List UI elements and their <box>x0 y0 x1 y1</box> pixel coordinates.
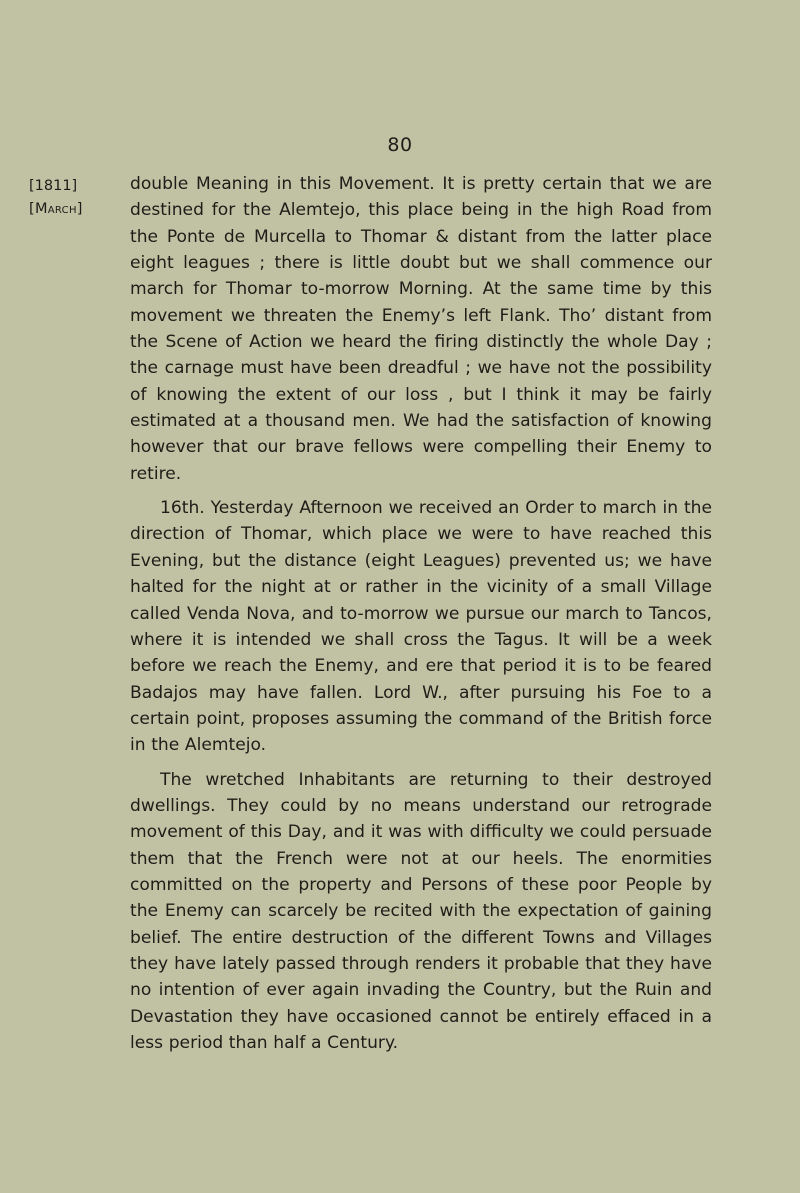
paragraph-3: The wretched Inhabitants are returning to their destroyed dwellings. They could by no means understand our retrograde movement of this Day, and it was with difficulty we could persuade them that the French were not at our heels. The enormities committed on the property and Persons of these poor People by the Enemy can scarcely be recited with the expectation of gaining belief. The entire destruction of the different Towns and Villages they have lately passed through renders it probable that they have no intention of ever again invading the Country, but the Ruin and Devastation they have occasioned cannot be entirely effaced in a less period than half a Century. <box>130 769 712 1053</box>
paragraph-2: 16th. Yesterday Afternoon we received an Order to march in the direction of Thomar, which place we were to have reached this Evening, but the distance (eight Leagues) prevented us; we have halted for the night at or rather in the vicinity of a small Village called Venda Nova, and to-morrow we pursue our march to Tancos, where it is intended we shall cross the Tagus. It will be a week before we reach the Enemy, and ere that period it is to be feared Badajos may have fallen. Lord W., after pursuing his Foe to a certain point, proposes assuming the command of the British force in the Alemtejo. <box>130 498 712 756</box>
paragraph-1: double Meaning in this Movement. It is pretty certain that we are destined for the Alemtejo, this place being in the high Road from the Ponte de Murcella to Thomar & distant from the latter place eight leagues ; there is little doubt but we shall commence our march for Thomar to-morrow Morning. At the same time by this movement we threaten the Enemy’s left Flank. Tho’ distant from the Scene of Action we heard the firing distinctly the whole Day ; the carnage must have been dreadful ; we have not the possibility of knowing the extent of our loss , but I think it may be fairly estimated at a thousand men. We had the satisfaction of knowing however that our brave fellows were compelling their Enemy to retire. <box>130 174 712 484</box>
body-text <box>130 171 712 1056</box>
page-number: 80 <box>387 134 413 156</box>
margin-note-month: [March] <box>29 201 83 217</box>
margin-note-year: [1811] <box>29 178 78 194</box>
